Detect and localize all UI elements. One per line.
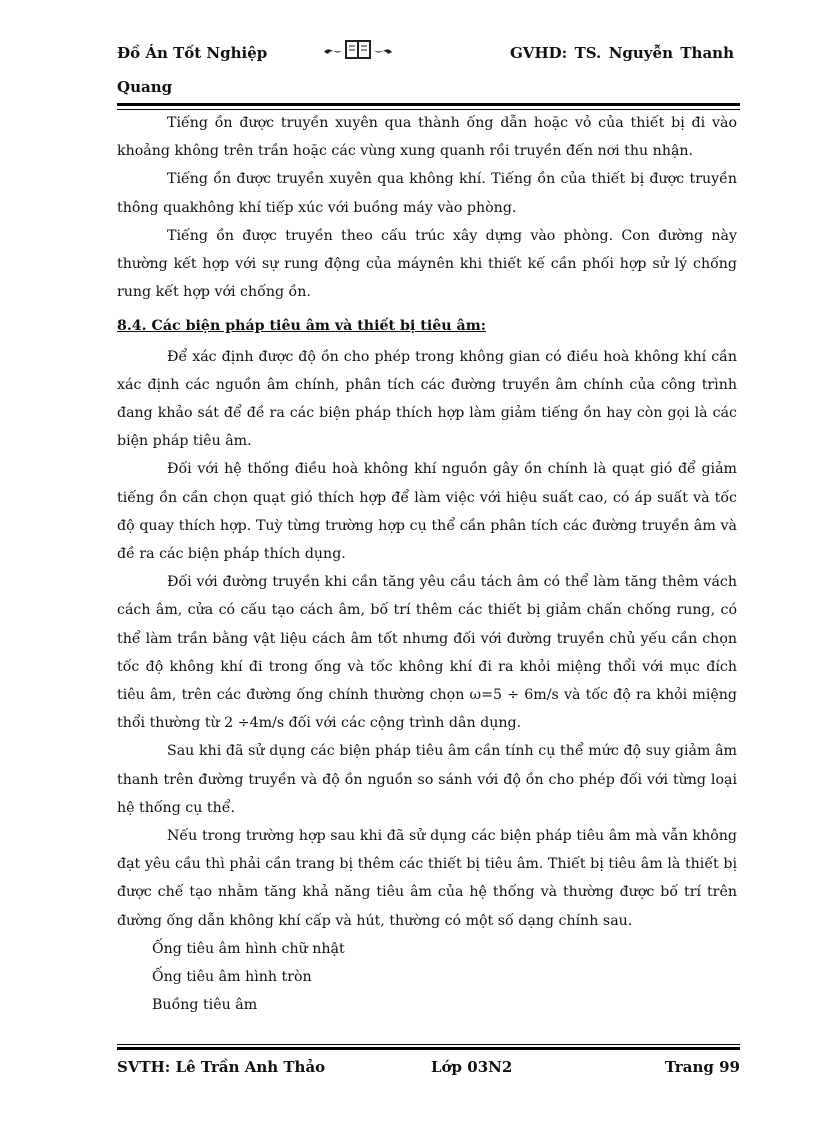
list-item: Ống tiêu âm hình chữ nhật <box>152 940 345 957</box>
book-ornament-icon <box>322 38 394 62</box>
footer-class: Lớp 03N2 <box>431 1058 513 1076</box>
paragraph: Tiếng ồn được truyền xuyên qua không khí. Tiếng ồn của thiết bị được truyền thông quakhông khí tiếp xúc với buồng máy vào phòng. <box>117 171 737 216</box>
paragraph: Để xác định được độ ồn cho phép trong không gian có điều hoà không khí cần xác định các nguồn âm chính, phân tích các đường truyền âm chính của công trình đang khảo sát để đề ra các biện pháp thích hợp làm giảm tiếng ồn hay còn gọi là các biện pháp tiêu âm. <box>117 348 737 450</box>
paragraph: Đối với hệ thống điều hoà không khí nguồn gây ồn chính là quạt gió để giảm tiếng ồn cần chọn quạt gió thích hợp để làm việc với hiệu suất cao, có áp suất và tốc độ quay thích hợp. Tuỳ từng trường hợp cụ thể cần phân tích các đường truyền âm và đề ra các biện pháp thích dụng. <box>117 461 737 563</box>
header-title: Đồ Án Tốt Nghiệp <box>117 44 268 62</box>
header-left <box>117 40 267 100</box>
section-heading: 8.4. Các biện pháp tiêu âm và thiết bị tiêu âm: <box>117 318 486 335</box>
page-number: Trang 99 <box>664 1058 740 1076</box>
header-advisor-surname: Quang <box>117 78 173 96</box>
paragraph: Sau khi đã sử dụng các biện pháp tiêu âm cần tính cụ thể mức độ suy giảm âm thanh trên đường truyền và độ ồn nguồn so sánh với độ ồn cho phép đối với từng loại hệ thống cụ thể. <box>117 743 737 816</box>
header-advisor: GVHD: TS. Nguyễn Thanh <box>510 44 734 62</box>
paragraph: Tiếng ồn được truyền theo cấu trúc xây dựng vào phòng. Con đường này thường kết hợp với sự rung động của máynên khi thiết kế cần phối hợp sử lý chống rung kết hợp với chống ồn. <box>117 227 737 301</box>
paragraph: Đối với đường truyền khi cần tăng yêu cầu tách âm có thể làm tăng thêm vách cách âm, cửa có cấu tạo cách âm, bố trí thêm các thiết bị giảm chấn chống rung, có thể làm trần bằng vật liệu cách âm tốt nhưng đối với đường truyền chủ yếu cần chọn tốc độ không khí đi trong ống và tốc không khí đi ra khỏi miệng thổi với mục đích tiêu âm, trên các đường ống chính thường chọn ω=5 ÷ 6m/s và tốc độ ra khỏi miệng thổi thường từ 2 ÷4m/s đối với các cộng trình dân dụng. <box>117 574 737 732</box>
footer-divider <box>117 1044 740 1050</box>
list-item: Buồng tiêu âm <box>152 997 258 1014</box>
footer-student: SVTH: Lê Trần Anh Thảo <box>117 1058 326 1076</box>
list-item: Ống tiêu âm hình tròn <box>152 969 312 986</box>
paragraph: Nếu trong trường hợp sau khi đã sử dụng các biện pháp tiêu âm mà vẫn không đạt yêu cầu thì phải cần trang bị thêm các thiết bị tiêu âm. Thiết bị tiêu âm là thiết bị được chế tạo nhằm tăng khả năng tiêu âm của hệ thống và thường được bố trí trên đường ống dẫn không khí cấp và hút, thường có một số dạng chính sau. <box>117 828 737 929</box>
paragraph: Tiếng ồn được truyền xuyên qua thành ống dẫn hoặc vỏ của thiết bị đi vào khoảng không trên trần hoặc các vùng xung quanh rồi truyền đến nơi thu nhận. <box>117 115 737 160</box>
page-content <box>117 109 737 1020</box>
